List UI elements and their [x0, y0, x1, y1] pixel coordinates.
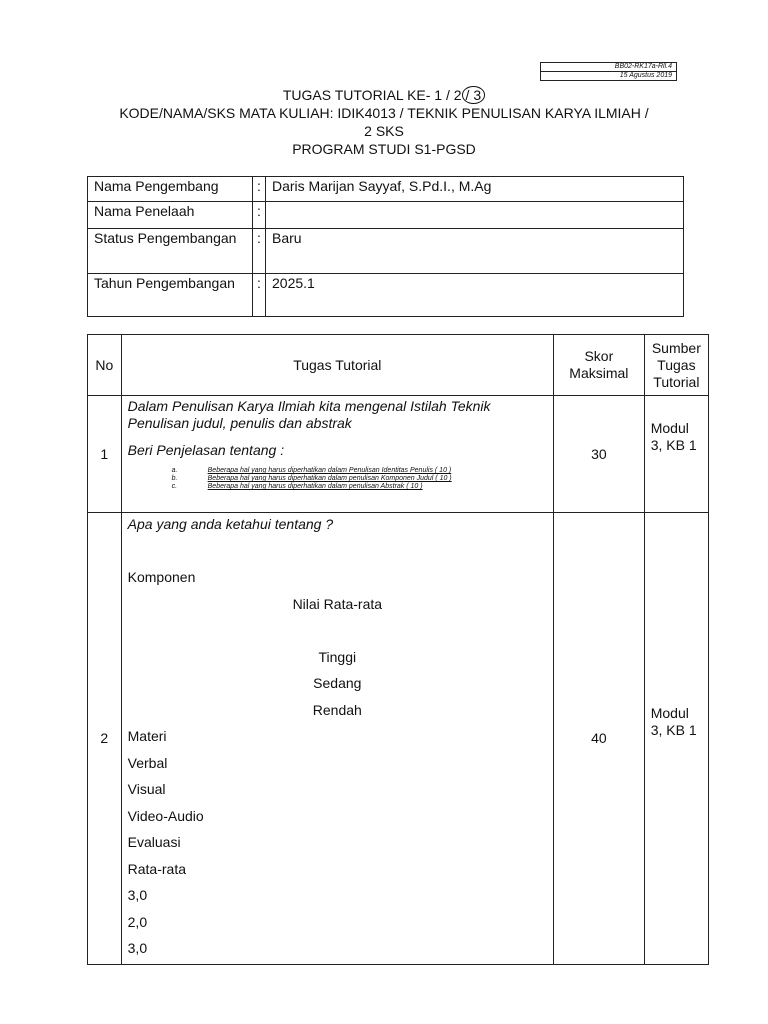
- info-row: [88, 274, 684, 317]
- component-label: Evaluasi: [127, 834, 181, 850]
- task-number: 2: [88, 513, 122, 965]
- subitem: [128, 483, 547, 491]
- document-date: 15 Agustus 2019: [541, 71, 676, 80]
- info-row: [88, 202, 684, 229]
- level-label: Tinggi: [318, 648, 357, 665]
- component-label: Rata-rata: [127, 860, 186, 877]
- info-colon: :: [253, 202, 266, 229]
- document-code: BB02-RK17a-Rll.4: [614, 63, 672, 70]
- component-label: Video-Audio: [127, 807, 204, 824]
- header-no: No: [88, 335, 122, 396]
- subitem: [128, 475, 547, 483]
- task-prompt: Beri Penjelasan tentang :: [127, 442, 285, 458]
- value-label: 2,0: [127, 913, 148, 930]
- task-content: [121, 513, 553, 965]
- task-row: [88, 513, 709, 965]
- subitem-text: Beberapa hal yang harus diperhatikan dalam penulisan Komponen Judul ( 10 ): [207, 475, 452, 482]
- info-table: [87, 176, 684, 317]
- info-value: 2025.1: [266, 274, 684, 317]
- task-sumber-cell: [644, 513, 708, 965]
- info-value: Baru: [266, 229, 684, 274]
- task-row: [88, 396, 709, 513]
- course-line-2: 2 SKS: [364, 123, 404, 139]
- komponen-label: Komponen: [127, 569, 196, 585]
- task-sumber: Modul 3, KB 1: [650, 420, 697, 453]
- info-colon: :: [253, 229, 266, 274]
- info-row: [88, 229, 684, 274]
- subitem-text: Beberapa hal yang harus diperhatikan dalam Penulisan Identitas Penulis ( 10 ): [207, 467, 452, 474]
- info-label: Nama Penelaah: [88, 202, 253, 229]
- subitem-list: [128, 467, 547, 491]
- info-label: Nama Pengembang: [88, 177, 253, 202]
- info-colon: :: [253, 274, 266, 317]
- info-label: Tahun Pengembangan: [88, 274, 253, 317]
- subitem-letter: a.: [171, 467, 178, 474]
- tasks-table: [87, 334, 709, 965]
- task-number: 1: [88, 396, 122, 513]
- info-label: Status Pengembangan: [88, 229, 253, 274]
- task-skor: 30: [553, 396, 644, 513]
- nilai-label: Nilai Rata-rata: [292, 595, 383, 612]
- component-label: Verbal: [127, 754, 168, 771]
- value-label: 3,0: [127, 940, 148, 956]
- circled-number: / 3: [462, 86, 486, 104]
- program-title: PROGRAM STUDI S1-PGSD: [292, 141, 476, 157]
- header-sumber: Sumber Tugas Tutorial: [644, 335, 708, 396]
- subitem-letter: c.: [171, 483, 178, 490]
- task-question: Apa yang anda ketahui tentang ?: [127, 516, 334, 532]
- subitem: [128, 467, 547, 475]
- task-skor: 40: [553, 513, 644, 965]
- value-label: 3,0: [127, 887, 148, 903]
- level-label: Sedang: [313, 675, 362, 691]
- component-label: Visual: [127, 781, 166, 797]
- task-sumber-cell: [644, 396, 708, 513]
- info-row: [88, 177, 684, 202]
- title-block: [60, 86, 708, 158]
- header-task: Tugas Tutorial: [121, 335, 553, 396]
- task-sumber: Modul 3, KB 1: [650, 705, 697, 738]
- subitem-text: Beberapa hal yang harus diperhatikan dalam penulisan Abstrak ( 10 ): [207, 483, 423, 490]
- course-line-1: KODE/NAMA/SKS MATA KULIAH: IDIK4013 / TEKNIK PENULISAN KARYA ILMIAH /: [119, 105, 649, 121]
- header-skor: Skor Maksimal: [553, 335, 644, 396]
- component-label: Materi: [127, 728, 167, 744]
- document-code-box: [540, 62, 677, 81]
- info-value: [266, 202, 684, 229]
- tasks-header-row: [88, 335, 709, 396]
- info-colon: :: [253, 177, 266, 202]
- task-content: [121, 396, 553, 513]
- info-value: Daris Marijan Sayyaf, S.Pd.I., M.Ag: [266, 177, 684, 202]
- task-intro: Dalam Penulisan Karya Ilmiah kita mengenal Istilah Teknik Penulisan judul, penulis dan abstrak: [127, 398, 491, 431]
- level-label: Rendah: [312, 701, 362, 718]
- tutorial-title: TUGAS TUTORIAL KE- 1 / 2 / 3: [60, 86, 708, 104]
- subitem-letter: b.: [171, 475, 178, 482]
